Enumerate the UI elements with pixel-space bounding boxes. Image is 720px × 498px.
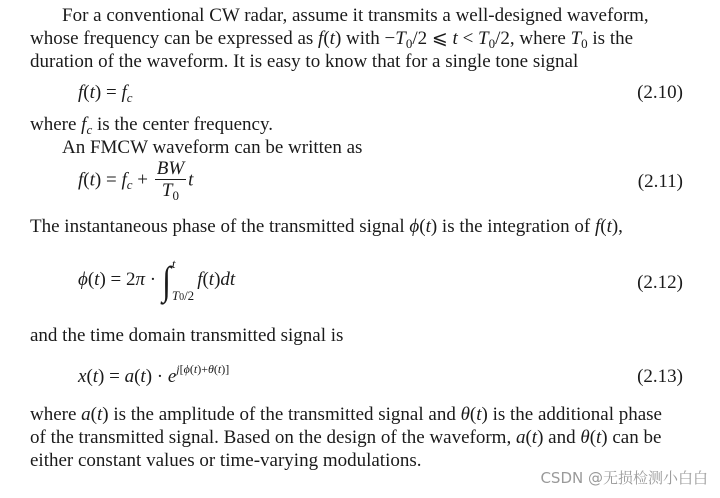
equation-number-2-12: (2.12) [637,272,683,293]
para-1-line-3: duration of the waveform. It is easy to know that for a single tone signal [30,51,579,72]
equation-2-10: $f(t) = f_c$ [78,82,133,105]
equation-2-13: $x(t) = a(t) \cdot e^{j[\phi(t)+\theta(t)]}$ [78,362,230,387]
integral-sign: ∫ [161,257,171,303]
para-1-line-1: For a conventional CW radar, assume it transmits a well-designed waveform, [62,5,649,26]
csdn-watermark: CSDN @无损检测小白白 [540,469,708,487]
equation-number-2-13: (2.13) [637,366,683,387]
para-2: where $f_c$ is the center frequency. [30,114,273,137]
integral-limits: t T0/2 [171,255,195,303]
para-6-line-1: where a(t) is the amplitude of the transmitted signal and θ(t) is the additional phase [30,404,662,425]
equation-number-2-11: (2.11) [637,171,683,192]
equation-2-12: ϕ(t) = 2π · ∫t T0/2f(t)dt [78,252,235,308]
equation-number-2-10: (2.10) [637,82,683,103]
para-5: and the time domain transmitted signal is [30,325,344,346]
para-1-line-2: whose frequency can be expressed as f(t) with $-T_0/2$ ⩽ $t < T_0/2$, where $T_0$ is the [30,28,634,51]
para-6-line-3: either constant values or time-varying modulations. [30,450,422,471]
para-4: The instantaneous phase of the transmitted signal ϕ(t) is the integration of f(t), [30,216,623,237]
para-6-line-2: of the transmitted signal. Based on the design of the waveform, a(t) and θ(t) can be [30,427,662,448]
para-3: An FMCW waveform can be written as [62,137,363,158]
equation-2-11: $f(t) = f_c$ + $\frac{BW}{T_0}$ t [78,158,194,203]
fraction-bw-over-t0: $\frac{BW}{T_0}$ [156,158,185,203]
